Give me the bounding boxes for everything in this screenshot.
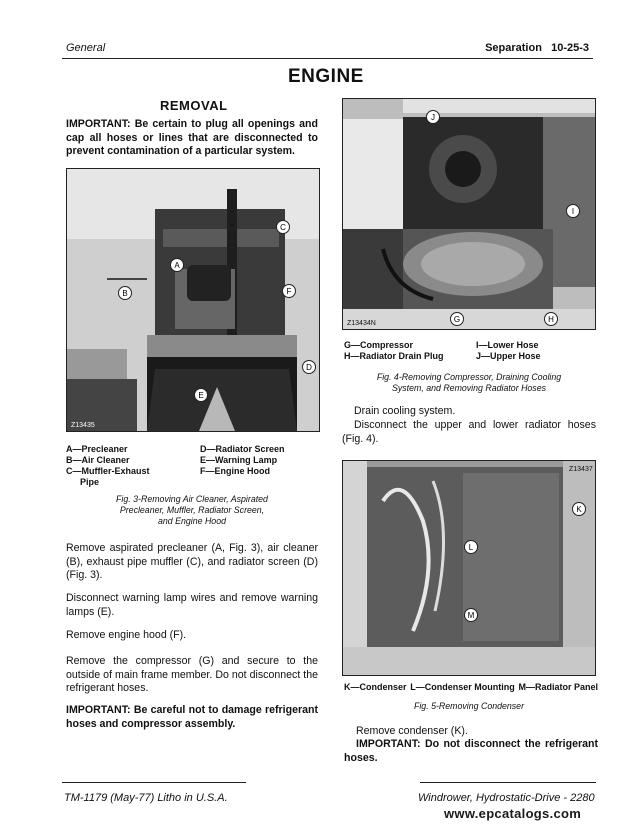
legend-item: H—Radiator Drain Plug [344, 351, 444, 361]
callout-i-label: I [571, 207, 575, 216]
callout-e [193, 387, 209, 408]
callout-c-label: C [280, 223, 286, 232]
caption-line: Fig. 3-Removing Air Cleaner, Aspirated [116, 494, 268, 504]
paragraph-disconnect-lamps: Disconnect warning lamp wires and remove warning lamps (E). [66, 592, 318, 618]
important-note-careful: IMPORTANT: Be careful not to damage refrigerant hoses and compressor assembly. [66, 704, 318, 730]
important-note-plug: IMPORTANT: Be certain to plug all openings and cap all hoses or lines that are disconnected to prevent contamination of a particular system. [66, 118, 318, 157]
fig3-legend-right [200, 444, 320, 477]
header-section: General [66, 42, 106, 54]
legend-item: F—Engine Hood [200, 466, 270, 476]
callout-b-label: B [122, 289, 128, 298]
callout-d [301, 359, 317, 380]
legend-item: C—Muffler-Exhaust [66, 466, 150, 476]
callout-k-label: K [576, 505, 582, 514]
footer-rule-right [420, 782, 596, 783]
fig5-caption: Fig. 5-Removing Condenser [413, 701, 524, 711]
watermark-url: www.epcatalogs.com [444, 806, 582, 821]
callout-d-label: D [306, 363, 312, 372]
callout-l [463, 539, 479, 560]
fig4-photo [342, 98, 596, 330]
legend-item: J—Upper Hose [476, 351, 541, 361]
page-title: ENGINE [288, 66, 364, 87]
callout-k [571, 501, 587, 522]
fig3-legend-left [66, 444, 186, 488]
fig4-photo-id: Z13434N [347, 320, 376, 327]
paragraph-remove-hood: Remove engine hood (F). [66, 629, 187, 641]
callout-g-label: G [453, 315, 461, 324]
callout-h-label: H [548, 315, 554, 324]
caption-line: System, and Removing Radiator Hoses [391, 383, 546, 393]
paragraph-remove-compressor: Remove the compressor (G) and secure to the outside of main frame member. Do not disconnect the refrigerant hoses. [66, 655, 318, 694]
callout-j-label: J [431, 113, 435, 122]
callout-m [463, 607, 479, 628]
legend-item: L—Condenser Mounting [410, 682, 515, 692]
callout-a-label: A [174, 261, 180, 270]
callout-l-label: L [468, 543, 474, 552]
header-page-ref: Separation 10-25-3 [485, 42, 589, 54]
footer-manual-id: TM-1179 (May-77) Litho in U.S.A. [64, 792, 228, 804]
section-subtitle: REMOVAL [160, 98, 228, 113]
callout-f [281, 283, 297, 304]
legend-item: M—Radiator Panel [518, 682, 598, 692]
paragraph-drain-cooling: Drain cooling system. [354, 405, 456, 417]
legend-item: A—Precleaner [66, 444, 128, 454]
footer-product: Windrower, Hydrostatic-Drive - 2280 [418, 792, 595, 804]
fig3-photo-id: Z13435 [71, 422, 95, 429]
fig5-photo-id: Z13437 [569, 466, 593, 473]
fig4-caption [354, 372, 584, 394]
legend-item: K—Condenser [344, 682, 407, 692]
legend-item: E—Warning Lamp [200, 455, 278, 465]
legend-item: I—Lower Hose [476, 340, 539, 350]
callout-b [117, 285, 133, 306]
fig5-illustration [343, 461, 595, 675]
callout-f-label: F [286, 287, 292, 296]
caption-line: Fig. 4-Removing Compressor, Draining Cooling [376, 372, 562, 382]
callout-i [565, 203, 581, 224]
callout-e-label: E [198, 391, 204, 400]
paragraph-disconnect-hoses: Disconnect the upper and lower radiator hoses (Fig. 4). [342, 419, 596, 445]
fig4-legend-right [476, 340, 596, 362]
footer-rule-left [62, 782, 246, 783]
legend-item: B—Air Cleaner [66, 455, 130, 465]
header-rule [62, 58, 593, 59]
paragraph-remove-precleaner: Remove aspirated precleaner (A, Fig. 3), air cleaner (B), exhaust pipe muffler (C), and radiator screen (D) (Fig. 3). [66, 542, 318, 581]
callout-j [425, 109, 441, 130]
fig4-illustration [343, 99, 595, 329]
callout-a [169, 257, 185, 278]
legend-item: Pipe [80, 477, 100, 487]
paragraph-remove-condenser: Remove condenser (K). [356, 725, 468, 737]
callout-g [449, 311, 465, 330]
fig3-photo [66, 168, 320, 432]
caption-line: and Engine Hood [158, 516, 226, 526]
fig5-legend [344, 682, 598, 693]
callout-c [275, 219, 291, 240]
fig5-photo [342, 460, 596, 676]
fig4-legend-left [344, 340, 474, 362]
important-note-refrigerant: IMPORTANT: Do not disconnect the refrigerant hoses. [344, 738, 598, 764]
legend-item: D—Radiator Screen [200, 444, 285, 454]
callout-h [543, 311, 559, 330]
fig3-caption [86, 494, 298, 527]
legend-item: G—Compressor [344, 340, 414, 350]
callout-m-label: M [467, 611, 475, 620]
caption-line: Precleaner, Muffler, Radiator Screen, [119, 505, 265, 515]
